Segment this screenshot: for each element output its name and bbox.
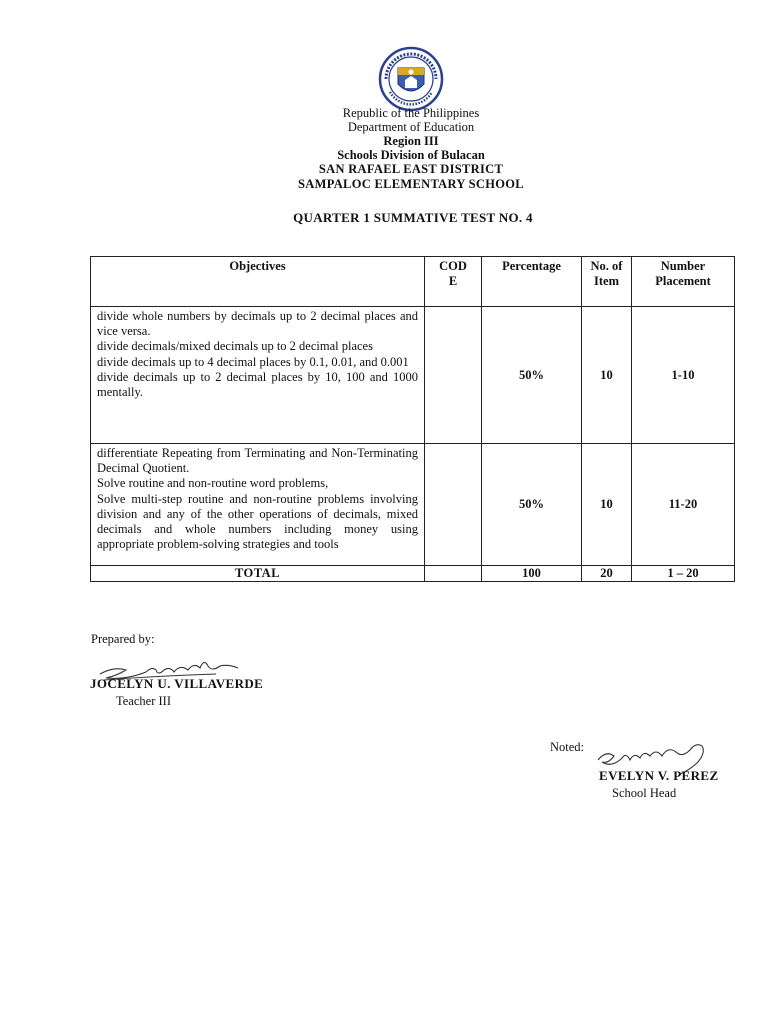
- preparer-position: Teacher III: [116, 694, 171, 708]
- specifications-table: [90, 256, 735, 582]
- objective-text: Solve multi-step routine and non-routine problems involving division and any of the other operations of decimals, mixed decimals and whole numbers including money using appropriate problem-solving strategies and tools: [97, 491, 418, 552]
- placement-cell: 11-20: [632, 444, 735, 566]
- objective-text: divide decimals up to 2 decimal places by 10, 100 and 1000 mentally.: [97, 369, 418, 400]
- total-label: TOTAL: [91, 566, 425, 582]
- header-school: SAMPALOC ELEMENTARY SCHOOL: [298, 177, 524, 191]
- objective-text: Solve routine and non-routine word problems,: [97, 476, 329, 491]
- code-cell: [425, 444, 482, 566]
- items-cell: 10: [582, 444, 632, 566]
- total-placement: 1 – 20: [632, 566, 735, 582]
- total-items: 20: [582, 566, 632, 582]
- header-objectives: Objectives: [91, 257, 425, 307]
- header-no-of-item: No. of Item: [582, 257, 632, 307]
- placement-cell: 1-10: [632, 307, 735, 444]
- total-percentage: 100: [482, 566, 582, 582]
- page-title: QUARTER 1 SUMMATIVE TEST NO. 4: [293, 210, 533, 225]
- total-row: [91, 566, 735, 582]
- header-department: Department of Education: [347, 120, 475, 134]
- objectives-cell: [91, 444, 425, 566]
- noted-label: Noted:: [550, 740, 585, 754]
- deped-seal-icon: [378, 46, 444, 112]
- objective-text: differentiate Repeating from Terminating and Non-Terminating Decimal Quotient.: [97, 446, 418, 476]
- table-row: [91, 444, 735, 566]
- objective-text: divide decimals/mixed decimals up to 2 decimal places: [97, 339, 373, 354]
- objective-text: divide decimals up to 4 decimal places by 0.1, 0.01, and 0.001: [97, 354, 409, 369]
- header-number-placement: Number Placement: [632, 257, 735, 307]
- code-cell: [425, 307, 482, 444]
- header-percentage: Percentage: [482, 257, 582, 307]
- preparer-name: JOCELYN U. VILLAVERDE: [90, 676, 264, 691]
- header-division: Schools Division of Bulacan: [337, 148, 485, 162]
- header-code: COD E: [425, 257, 482, 307]
- percentage-cell: 50%: [482, 307, 582, 444]
- header-region: Region III: [383, 134, 439, 148]
- percentage-cell: 50%: [482, 444, 582, 566]
- header-republic: Republic of the Philippines: [342, 106, 480, 120]
- noter-position: School Head: [612, 786, 677, 800]
- noter-name: EVELYN V. PEREZ: [599, 768, 719, 783]
- items-cell: 10: [582, 307, 632, 444]
- total-code-cell: [425, 566, 482, 582]
- table-row: [91, 307, 735, 444]
- objective-text: divide whole numbers by decimals up to 2 decimal places and vice versa.: [97, 309, 418, 339]
- prepared-by-label: Prepared by:: [91, 632, 155, 646]
- table-header-row: [91, 257, 735, 307]
- objectives-cell: [91, 307, 425, 444]
- header-district: SAN RAFAEL EAST DISTRICT: [318, 162, 504, 176]
